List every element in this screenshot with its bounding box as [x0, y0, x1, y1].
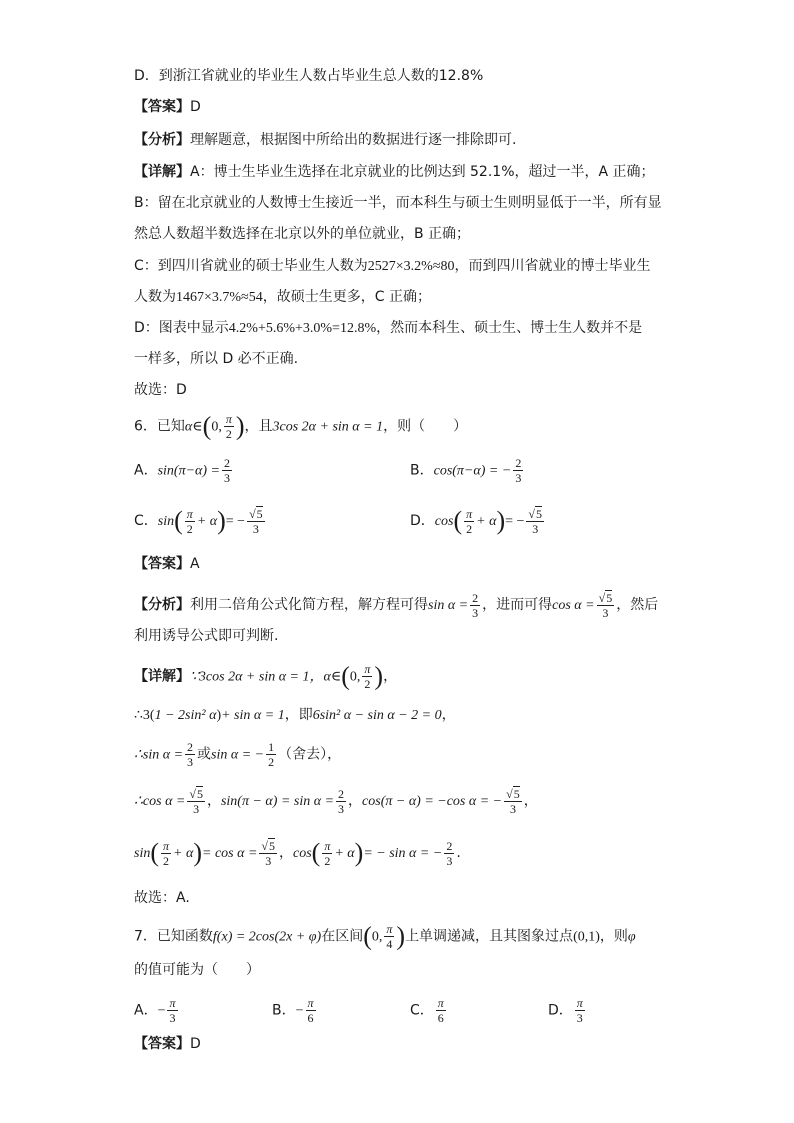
- q5-analysis: 【分析】理解题意，根据图中所给出的数据进行逐一排除即可.: [134, 132, 517, 148]
- q6-option-d: D．cos( $\frac{\pi}{2}$ + α)= − $\frac{√5}{3}$: [410, 506, 542, 536]
- q6-analysis-1: 【分析】利用二倍角公式化简方程，解方程可得sin α = $\frac{2}{3}$ ，进而可得cos α = $\frac{√5}{3}$ ，然后: [134, 590, 659, 620]
- q7-option-d: D． $\frac{\pi}{3}$: [548, 996, 583, 1025]
- q6-choose: 故选：A.: [134, 890, 190, 906]
- q6-detail-5: sin( $\frac{\pi}{2}$ + α)= cos α = $\frac{√5}{3}$ ，cos( $\frac{\pi}{2}$ + α)= − sin α = − $\frac{2}{3}$ .: [134, 838, 461, 868]
- q6-option-c: C．sin( $\frac{\pi}{2}$ + α)= − $\frac{√5}{3}$: [134, 506, 263, 536]
- q5-detail-a: 【详解】A：博士生毕业生选择在北京就业的比例达到 52.1%，超过一半，A 正确；: [134, 164, 655, 180]
- q6-answer: 【答案】A: [134, 556, 200, 572]
- q6-detail-2: ∴3(1 − 2sin² α)+ sin α = 1，即6sin² α − sin α − 2 = 0，: [134, 707, 456, 723]
- q7-answer: 【答案】D: [134, 1036, 201, 1052]
- q6-detail-3: ∴sin α = $\frac{2}{3}$ 或sin α = − $\frac{1}{2}$ （舍去），: [134, 740, 342, 769]
- q7-option-a: A．− $\frac{\pi}{3}$: [134, 996, 176, 1025]
- q5-detail-c2: 人数为1467×3.7%≈54，故硕士生更多，C 正确；: [134, 289, 431, 305]
- q6-option-b: B．cos(π−α) = − $\frac{2}{3}$: [410, 456, 522, 485]
- q6-option-a: A．sin(π−α) = $\frac{2}{3}$: [134, 456, 230, 485]
- q6-analysis-2: 利用诱导公式即可判断.: [134, 628, 279, 644]
- q5-detail-d1: D：图表中显示4.2%+5.6%+3.0%=12.8%，然而本科生、硕士生、博士生人数并不是: [134, 320, 643, 336]
- q7-stem-2: 的值可能为（ ）: [134, 962, 260, 978]
- q5-detail-c1: C：到四川省就业的硕士毕业生人数为2527×3.2%≈80，而到四川省就业的博士毕业生: [134, 258, 651, 274]
- q6-stem: 6．已知α∈(0, $\frac{\pi}{2}$ )，且3cos 2α + sin α = 1，则（ ）: [134, 411, 468, 441]
- q7-option-c: C． $\frac{\pi}{6}$: [410, 996, 444, 1025]
- q5-detail-b1: B：留在北京就业的人数博士生接近一半，而本科生与硕士生则明显低于一半，所有显: [134, 195, 662, 211]
- q6-detail-4: ∴cos α = $\frac{√5}{3}$ ，sin(π − α) = sin α = $\frac{2}{3}$ ，cos(π − α) = −cos α = − $\frac{√5}{3}$ ，: [134, 786, 538, 816]
- q5-detail-d2: 一样多，所以 D 必不正确.: [134, 351, 299, 367]
- q5-choose: 故选：D: [134, 382, 187, 398]
- q5-detail-b2: 然总人数超半数选择在北京以外的单位就业，B 正确；: [134, 226, 471, 242]
- q5-option-d: D．到浙江省就业的毕业生人数占毕业生总人数的12.8%: [134, 68, 484, 84]
- q6-detail-1: 【详解】∵3cos 2α + sin α = 1，α∈(0, $\frac{\pi}{2}$ )，: [134, 661, 398, 691]
- q5-answer: 【答案】D: [134, 99, 201, 115]
- q7-option-b: B．− $\frac{\pi}{6}$: [272, 996, 314, 1025]
- q7-stem-1: 7．已知函数f(x) = 2cos(2x + φ)在区间(0, $\frac{\pi}{4}$ )上单调递减，且其图象过点(0,1)，则φ: [134, 921, 636, 951]
